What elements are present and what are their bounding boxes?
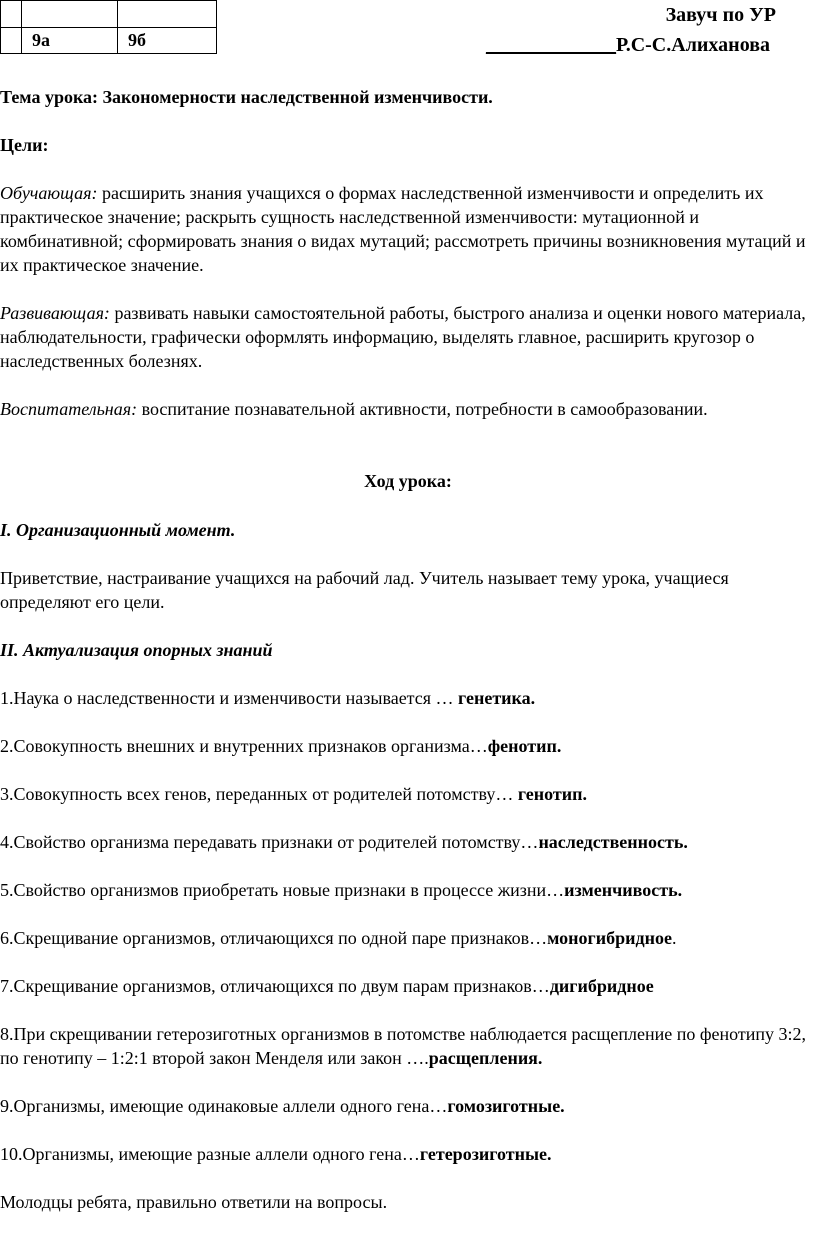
- grade-table-row: [1, 28, 217, 54]
- question-answer: генетика.: [458, 688, 536, 708]
- lesson-progress-heading: Ход урока:: [364, 471, 452, 491]
- lesson-topic: Тема урока: Закономерности наследственной изменчивости.: [0, 87, 493, 107]
- grade-table-cell: [1, 1, 22, 28]
- closing-text: Молодцы ребята, правильно ответили на вопросы.: [0, 1192, 388, 1212]
- question-text: 9.Организмы, имеющие одинаковые аллели одного гена…: [0, 1096, 448, 1116]
- goal-label: Обучающая:: [0, 183, 98, 203]
- question-text: 3.Совокупность всех генов, переданных от родителей потомству…: [0, 784, 518, 804]
- question-answer: моногибридное: [547, 928, 672, 948]
- question-item: [0, 1142, 816, 1166]
- goal-label: Развивающая:: [0, 303, 110, 323]
- question-answer: изменчивость.: [564, 880, 683, 900]
- question-text: 8.При скрещивании гетерозиготных организмов в потомстве наблюдается расщепление по фенотипу 3:2, по генотипу – 1:2:1 второй закон Менделя или закон ….: [0, 1024, 807, 1068]
- goal-text: расширить знания учащихся о формах наследственной изменчивости и определить их практическое значение; раскрыть сущность наследственной изменчивости: мутационной и комбинативной; сформировать знания о видах мутаций; рассмотреть причины возникновения мутаций и их практическое значение.: [0, 183, 806, 275]
- signature-line: _____________: [485, 34, 616, 56]
- question-tail: .: [671, 928, 677, 948]
- question-item: [0, 782, 816, 806]
- question-text: 7.Скрещивание организмов, отличающихся по двум парам признаков…: [0, 976, 550, 996]
- grade-table-row: [1, 1, 217, 28]
- question-answer: наследственность.: [538, 832, 688, 852]
- question-answer: гомозиготные.: [447, 1096, 565, 1116]
- question-item: [0, 830, 816, 854]
- grade-table-cell: [118, 1, 217, 28]
- grade-table-cell: [1, 28, 22, 54]
- goal-text: воспитание познавательной активности, потребности в самообразовании.: [137, 399, 708, 419]
- approver-title: Завуч по УР: [665, 4, 776, 26]
- grade-cell-9a: 9а: [22, 28, 118, 54]
- question-text: 10.Организмы, имеющие разные аллели одного гена…: [0, 1144, 420, 1164]
- question-answer: генотип.: [517, 784, 587, 804]
- question-answer: фенотип.: [487, 736, 562, 756]
- goal-educational: [0, 397, 816, 421]
- question-item: [0, 1094, 816, 1118]
- grade-table: [0, 0, 217, 54]
- goal-teaching: [0, 181, 816, 277]
- question-answer: гетерозиготные.: [419, 1144, 552, 1164]
- question-text: 5.Свойство организмов приобретать новые признаки в процессе жизни…: [0, 880, 565, 900]
- question-item: [0, 974, 816, 998]
- question-item: [0, 1022, 816, 1070]
- question-answer: дигибридное: [549, 976, 654, 996]
- goals-heading: Цели:: [0, 135, 49, 155]
- question-item: [0, 926, 816, 950]
- goal-developing: [0, 301, 816, 373]
- approver-signature: [486, 34, 770, 57]
- question-text: 1.Наука о наследственности и изменчивости называется …: [0, 688, 459, 708]
- approver-name: Р.С-С.Алиханова: [615, 34, 770, 56]
- question-text: 4.Свойство организма передавать признаки от родителей потомству…: [0, 832, 539, 852]
- question-text: 6.Скрещивание организмов, отличающихся по одной паре признаков…: [0, 928, 548, 948]
- section-title-review: II. Актуализация опорных знаний: [0, 640, 273, 660]
- goal-text: развивать навыки самостоятельной работы, быстрого анализа и оценки нового материала, наблюдательности, графически оформлять информацию, выделять главное, расширить кругозор о наследственных болезнях.: [0, 303, 806, 371]
- section-text-organizational: Приветствие, настраивание учащихся на рабочий лад. Учитель называет тему урока, учащиеся определяют его цели.: [0, 568, 729, 612]
- question-item: [0, 878, 816, 902]
- section-title-organizational: I. Организационный момент.: [0, 520, 236, 540]
- grade-table-cell: [22, 1, 118, 28]
- goal-label: Воспитательная:: [0, 399, 138, 419]
- question-text: 2.Совокупность внешних и внутренних признаков организма…: [0, 736, 488, 756]
- question-item: [0, 734, 816, 758]
- question-answer: расщепления.: [428, 1048, 543, 1068]
- question-item: [0, 686, 816, 710]
- grade-cell-9b: 9б: [118, 28, 217, 54]
